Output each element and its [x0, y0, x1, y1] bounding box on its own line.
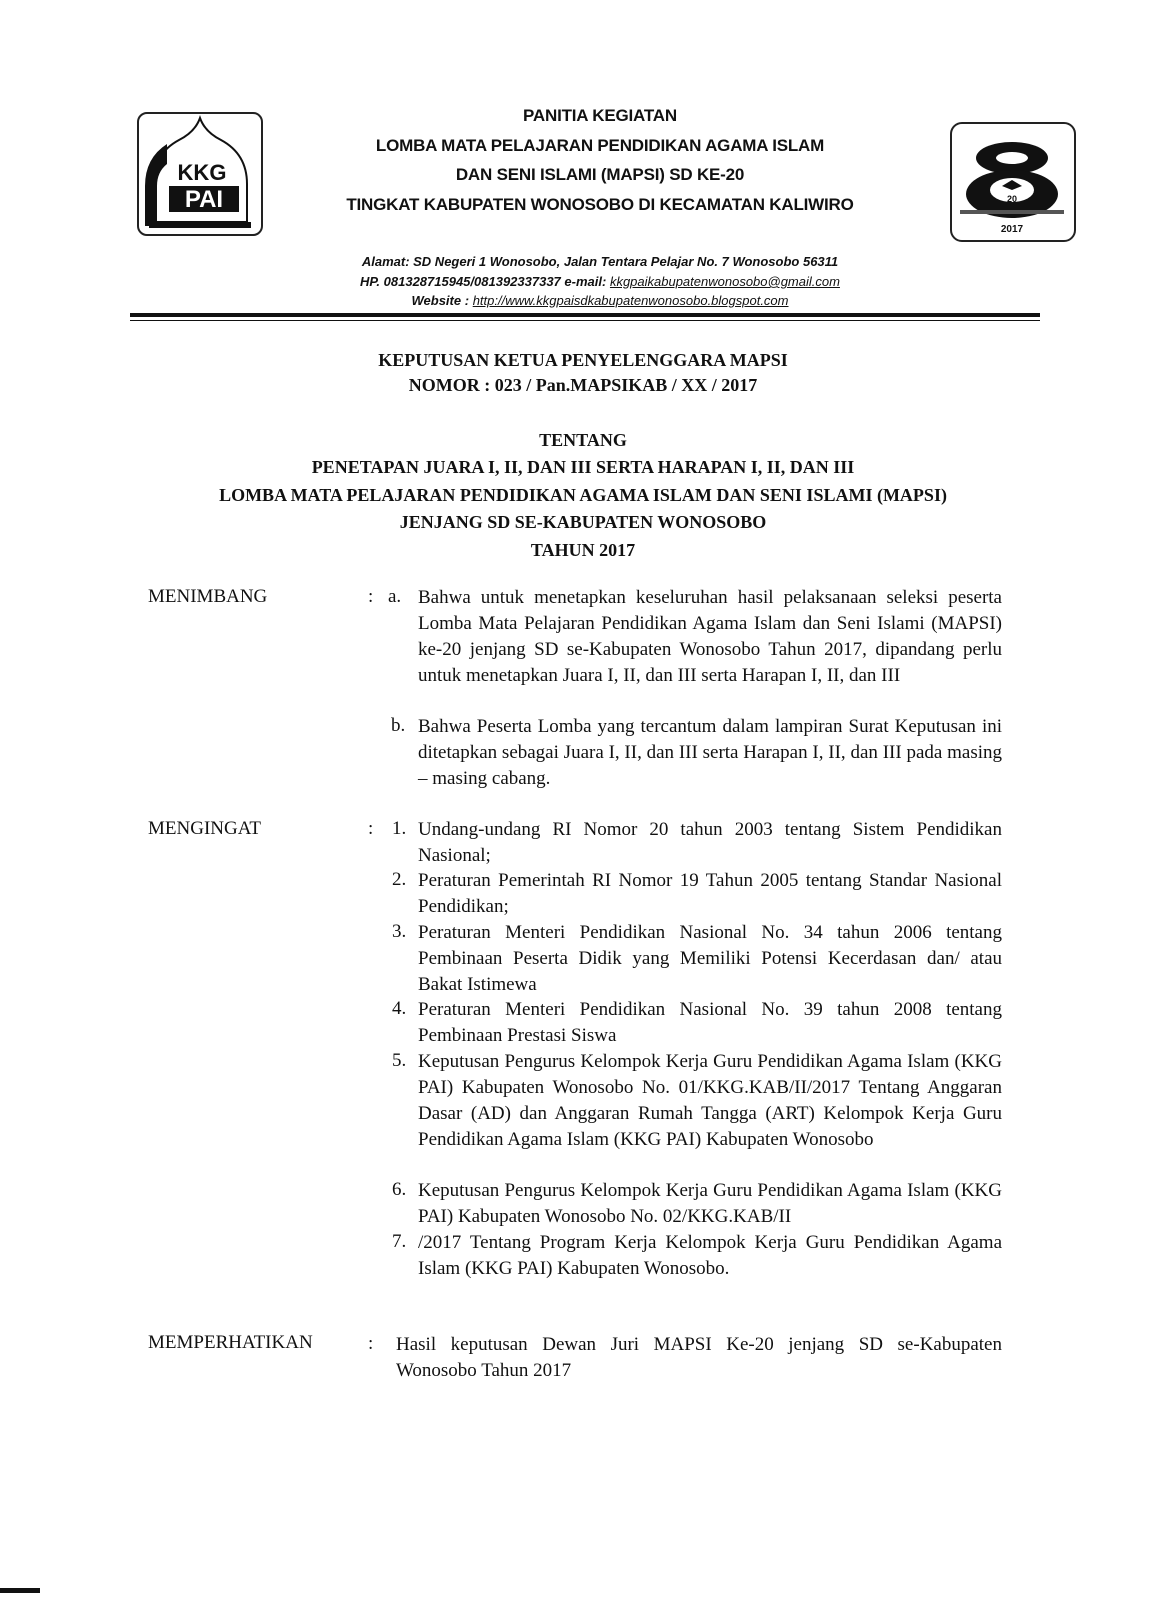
email-link[interactable]: kkgpaikabupatenwonosobo@gmail.com [609, 274, 840, 289]
mengingat-item-4: Peraturan Menteri Pendidikan Nasional No. 39 tahun 2008 tentang Pembinaan Prestasi Siswa [418, 999, 1002, 1046]
mengingat-item-2: Peraturan Pemerintah RI Nomor 19 Tahun 2005 tentang Standar Nasional Pendidikan; [418, 870, 1002, 917]
mengingat-item-5: Keputusan Pengurus Kelompok Kerja Guru Pendidikan Agama Islam (KKG PAI) Kabupaten Wonosobo No. 01/KKG.KAB/II/2017 Tentang Anggaran Dasar (AD) dan Anggaran Rumah Tangga (ART) Kelompok Kerja Guru Pendidikan Agama Islam (KKG PAI) Kabupaten Wonosobo [418, 1051, 1002, 1150]
logo-text-20: 20 [1006, 194, 1018, 204]
letterhead-rule-thick [130, 313, 1040, 317]
mengingat-marker-2: 2. [392, 869, 407, 890]
menimbang-marker-b: b. [391, 715, 406, 736]
memperhatikan-text: Hasil keputusan Dewan Juri MAPSI Ke-20 jenjang SD se-Kabupaten Wonosobo Tahun 2017 [396, 1334, 1002, 1381]
logo-text-kkg: KKG [177, 160, 227, 185]
committee-title: PANITIA KEGIATAN [523, 106, 677, 125]
mengingat-marker-3: 3. [392, 921, 407, 942]
mengingat-marker-7: 7. [392, 1231, 407, 1252]
logo-text-year: 2017 [1000, 224, 1024, 235]
website-line [260, 293, 940, 308]
memperhatikan-colon: : [368, 1333, 374, 1354]
address-text: Alamat: SD Negeri 1 Wonosobo, Jalan Tentara Pelajar No. 7 Wonosobo 56311 [361, 254, 839, 269]
contact-line [260, 274, 940, 289]
mengingat-label: MENGINGAT [148, 818, 261, 839]
menimbang-colon: : [368, 586, 374, 607]
decree-about: TENTANG [539, 430, 627, 450]
menimbang-item-b: Bahwa Peserta Lomba yang tercantum dalam lampiran Surat Keputusan ini ditetapkan sebagai Juara I, II, dan III serta Harapan I, II, dan III pada masing – masing cabang. [418, 716, 1002, 789]
mengingat-item-6: Keputusan Pengurus Kelompok Kerja Guru Pendidikan Agama Islam (KKG PAI) Kabupaten Wonosobo No. 02/KKG.KAB/II [418, 1180, 1002, 1227]
mengingat-marker-4: 4. [392, 998, 407, 1019]
decree-number: NOMOR : 023 / Pan.MAPSIKAB / XX / 2017 [408, 375, 758, 395]
decree-subject-line-1: PENETAPAN JUARA I, II, DAN III SERTA HARAPAN I, II, DAN III [311, 457, 855, 477]
letterhead [0, 0, 1166, 330]
menimbang-marker-a: a. [388, 586, 402, 607]
phone-label: HP. 081328715945/081392337337 e-mail: [360, 274, 607, 289]
decree-subject-line-4: TAHUN 2017 [530, 540, 636, 560]
mengingat-marker-1: 1. [392, 818, 407, 839]
website-link[interactable]: http://www.kkgpaisdkabupatenwonosobo.blogspot.com [472, 293, 789, 308]
scan-edge-mark [0, 1588, 40, 1593]
mengingat-item-7: /2017 Tentang Program Kerja Kelompok Kerja Guru Pendidikan Agama Islam (KKG PAI) Kabupaten Wonosobo. [418, 1232, 1002, 1279]
mapsi-20-logo [950, 122, 1076, 242]
address-line [260, 254, 940, 269]
letterhead-rule-thin [130, 320, 1040, 321]
event-title-line-3: TINGKAT KABUPATEN WONOSOBO DI KECAMATAN KALIWIRO [346, 195, 854, 214]
mengingat-item-3: Peraturan Menteri Pendidikan Nasional No. 34 tahun 2006 tentang Pembinaan Peserta Didik yang Memiliki Potensi Kecerdasan dan/ atau Bakat Istimewa [418, 922, 1002, 995]
mengingat-item-1: Undang-undang RI Nomor 20 tahun 2003 tentang Sistem Pendidikan Nasional; [418, 819, 1002, 866]
event-title-line-1: LOMBA MATA PELAJARAN PENDIDIKAN AGAMA ISLAM [375, 136, 825, 155]
mengingat-marker-6: 6. [392, 1179, 407, 1200]
memperhatikan-label: MEMPERHATIKAN [148, 1332, 313, 1353]
menimbang-label: MENIMBANG [148, 586, 268, 607]
decree-subject-line-3: JENJANG SD SE-KABUPATEN WONOSOBO [399, 512, 767, 532]
decree-title: KEPUTUSAN KETUA PENYELENGGARA MAPSI [378, 350, 788, 370]
menimbang-item-a: Bahwa untuk menetapkan keseluruhan hasil pelaksanaan seleksi peserta Lomba Mata Pelajaran Pendidikan Agama Islam dan Seni Islami (MAPSI) ke-20 jenjang SD se-Kabupaten Wonosobo Tahun 2017, dipandang perlu untuk menetapkan Juara I, II, dan III serta Harapan I, II, dan III [418, 587, 1002, 686]
mengingat-marker-5: 5. [392, 1050, 407, 1071]
logo-text-pai: PAI [184, 186, 224, 213]
mengingat-colon: : [368, 818, 374, 839]
website-label: Website : [411, 293, 470, 308]
kkg-pai-logo [137, 112, 263, 236]
decree-subject-line-2: LOMBA MATA PELAJARAN PENDIDIKAN AGAMA ISLAM DAN SENI ISLAMI (MAPSI) [219, 485, 947, 505]
event-title-line-2: DAN SENI ISLAMI (MAPSI) SD KE-20 [455, 165, 745, 184]
